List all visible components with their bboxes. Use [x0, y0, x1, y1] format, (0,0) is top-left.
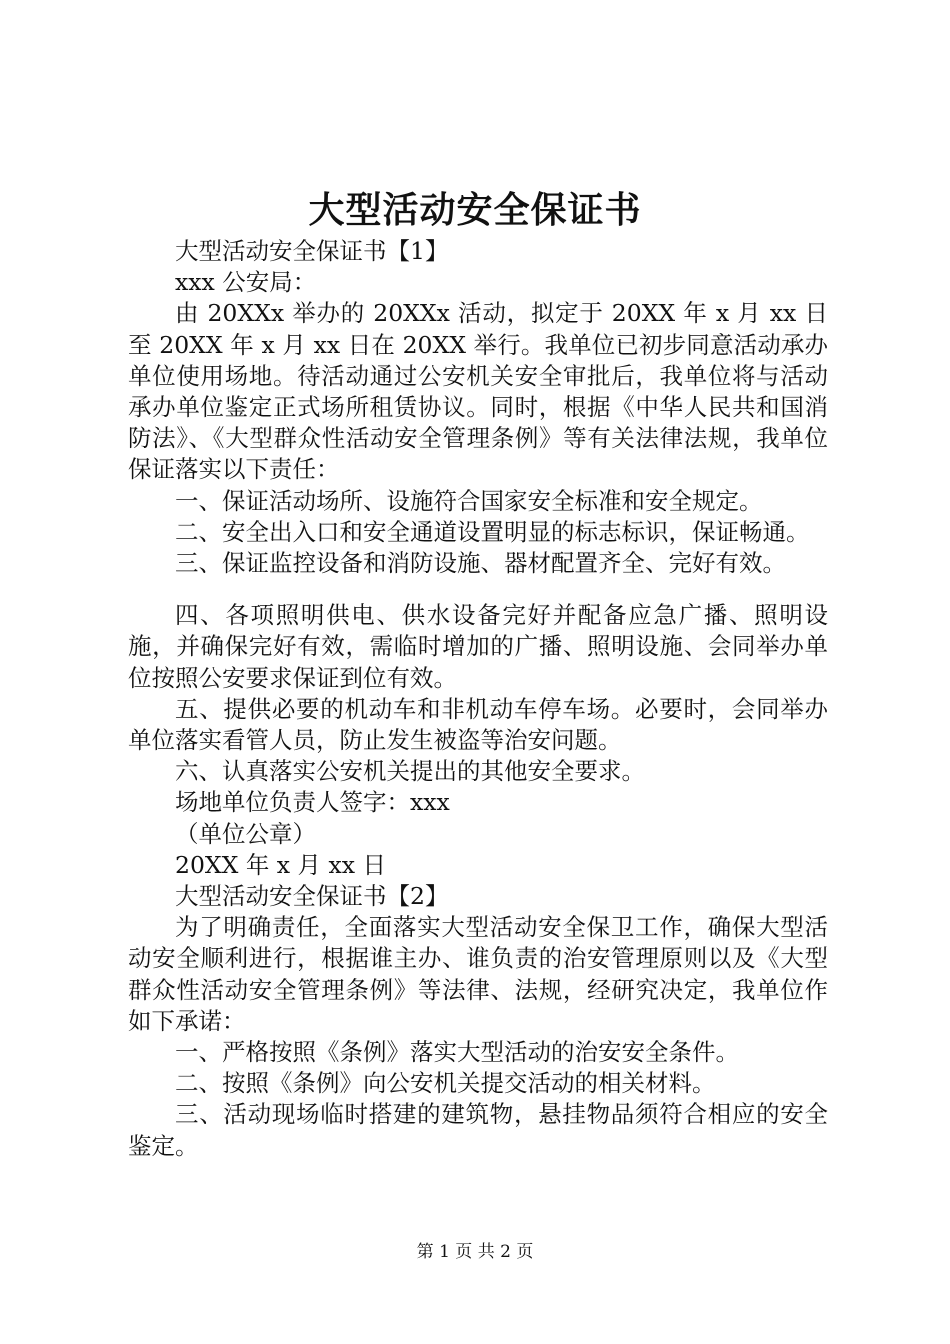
- paragraph-intro-2: 为了明确责任，全面落实大型活动安全保卫工作，确保大型活动安全顺利进行，根据谁主办、谁负责的治安管理原则以及《大型群众性活动安全管理条例》等法律、法规，经研究决定，我单位作如下承诺：: [128, 913, 828, 1035]
- addressee: xxx 公安局：: [175, 268, 317, 297]
- paragraph-commitment-3: 三、活动现场临时搭建的建筑物，悬挂物品须符合相应的安全鉴定。: [128, 1100, 828, 1160]
- paragraph-commitment-1: 一、严格按照《条例》落实大型活动的治安安全条件。: [175, 1038, 739, 1067]
- paragraph-item-6: 六、认真落实公安机关提出的其他安全要求。: [175, 757, 645, 786]
- document-title: 大型活动安全保证书: [308, 189, 642, 231]
- official-seal-note: （单位公章）: [175, 819, 316, 848]
- paragraph-item-4: 四、各项照明供电、供水设备完好并配备应急广播、照明设施，并确保完好有效，需临时增加的广播、照明设施、会同举办单位按照公安要求保证到位有效。: [128, 601, 828, 692]
- paragraph-item-1: 一、保证活动场所、设施符合国家安全标准和安全规定。: [175, 486, 763, 515]
- paragraph-item-5: 五、提供必要的机动车和非机动车停车场。必要时，会同举办单位落实看管人员，防止发生被盗等治安问题。: [128, 694, 828, 755]
- document-body: [128, 236, 828, 1162]
- signature-line: 场地单位负责人签字：xxx: [175, 788, 450, 817]
- section-heading-2: 大型活动安全保证书【2】: [175, 882, 449, 911]
- paragraph-commitment-2: 二、按照《条例》向公安机关提交活动的相关材料。: [175, 1069, 716, 1098]
- section-heading-1: 大型活动安全保证书【1】: [175, 237, 449, 265]
- page-footer: 第 1 页 共 2 页: [416, 1242, 534, 1262]
- paragraph-intro: 由 20XXx 举办的 20XXx 活动，拟定于 20XX 年 x 月 xx 日至 20XX 年 x 月 xx 日在 20XX 举行。我单位已初步同意活动承办单位使用场地。待活动通过公安机关安全审批后，我单位将与活动承办单位鉴定正式场所租赁协议。同时，根据《中华人民共和国消防法》、《大型群众性活动安全管理条例》等有关法律法规，我单位保证落实以下责任：: [128, 299, 828, 484]
- date-line: 20XX 年 x 月 xx 日: [175, 850, 386, 879]
- paragraph-item-3: 三、保证监控设备和消防设施、器材配置齐全、完好有效。: [175, 549, 786, 578]
- paragraph-item-2: 二、安全出入口和安全通道设置明显的标志标识，保证畅通。: [175, 517, 810, 546]
